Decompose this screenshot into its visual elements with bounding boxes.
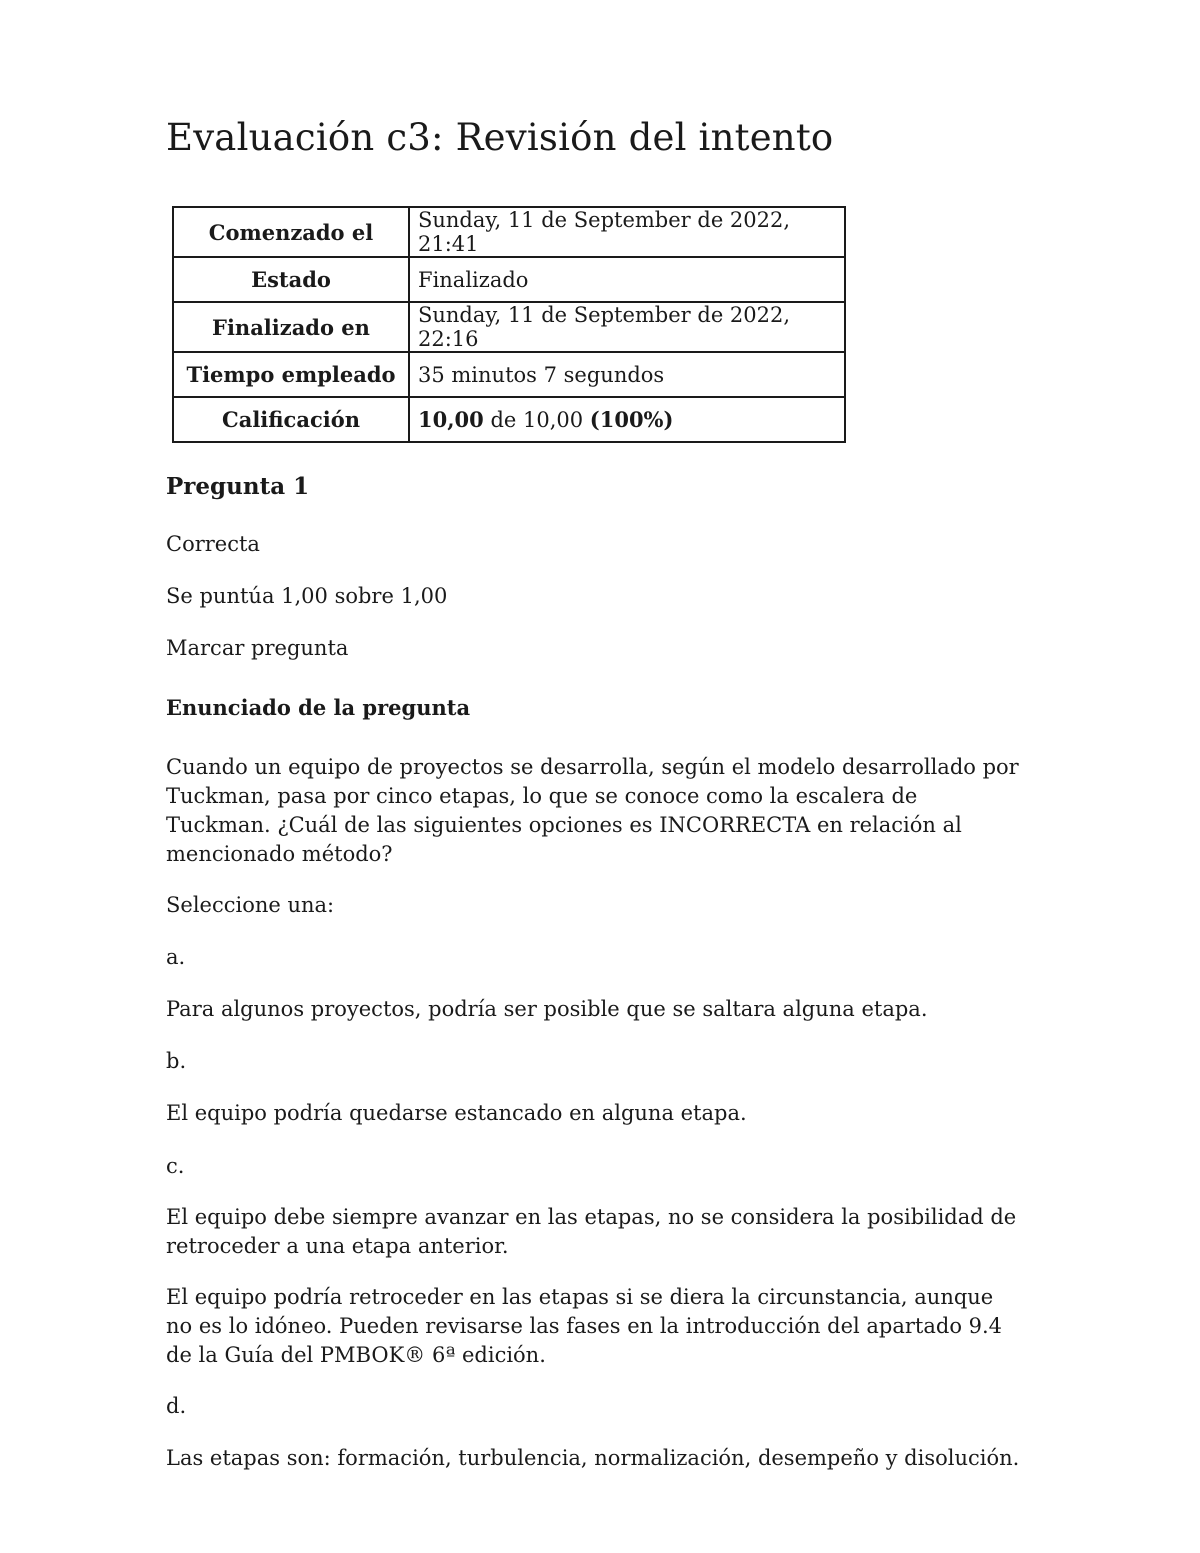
question-status: Correcta [166, 532, 260, 556]
option-feedback: El equipo podría retroceder en las etapas si se diera la circunstancia, aunque no es lo idóneo. Pueden revisarse las fases en la introducción del apartado 9.4 de la Guía del PMBOK® 6ª edición. [166, 1285, 1003, 1367]
page [166, 110, 1046, 1470]
table-row [173, 302, 845, 352]
summary-value: Sunday, 11 de September de 2022, 21:41 [409, 207, 845, 257]
statement-heading: Enunciado de la pregunta [166, 695, 471, 720]
summary-label: Estado [173, 257, 409, 302]
select-prompt: Seleccione una: [166, 893, 335, 917]
summary-label: Comenzado el [173, 207, 409, 257]
grade-value [409, 397, 845, 442]
summary-value: Sunday, 11 de September de 2022, 22:16 [409, 302, 845, 352]
summary-label: Finalizado en [173, 302, 409, 352]
option-a-letter[interactable]: a. [166, 945, 186, 969]
option-d-letter[interactable]: d. [166, 1394, 187, 1418]
summary-value: Finalizado [409, 257, 845, 302]
page-title: Evaluación c3: Revisión del intento [166, 116, 834, 159]
option-a-text[interactable]: Para algunos proyectos, podría ser posible que se saltara alguna etapa. [166, 997, 928, 1021]
summary-value: 35 minutos 7 segundos [409, 352, 845, 397]
grade-label: Calificación [173, 397, 409, 442]
grade-score: 10,00 [418, 407, 484, 432]
summary-label: Tiempo empleado [173, 352, 409, 397]
option-c-text[interactable]: El equipo debe siempre avanzar en las etapas, no se considera la posibilidad de retroceder a una etapa anterior. [166, 1205, 1017, 1258]
option-d-text[interactable]: Las etapas son: formación, turbulencia, normalización, desempeño y disolución. [166, 1446, 1020, 1470]
option-c-letter[interactable]: c. [166, 1154, 185, 1178]
option-b-letter[interactable]: b. [166, 1049, 187, 1073]
table-row [173, 257, 845, 302]
option-b-text[interactable]: El equipo podría quedarse estancado en alguna etapa. [166, 1101, 747, 1125]
question-score: Se puntúa 1,00 sobre 1,00 [166, 584, 448, 608]
question-statement: Cuando un equipo de proyectos se desarrolla, según el modelo desarrollado por Tuckman, pasa por cinco etapas, lo que se conoce como la escalera de Tuckman. ¿Cuál de las siguientes opciones es INCORRECTA en relación al mencionado método? [166, 755, 1019, 866]
flag-question-link[interactable]: Marcar pregunta [166, 636, 349, 660]
table-row [173, 207, 845, 257]
grade-percent: (100%) [589, 407, 674, 432]
table-row [173, 352, 845, 397]
attempt-summary-table [172, 206, 846, 443]
question-heading: Pregunta 1 [166, 473, 310, 500]
table-row [173, 397, 845, 442]
grade-out-of: de 10,00 [483, 408, 590, 432]
